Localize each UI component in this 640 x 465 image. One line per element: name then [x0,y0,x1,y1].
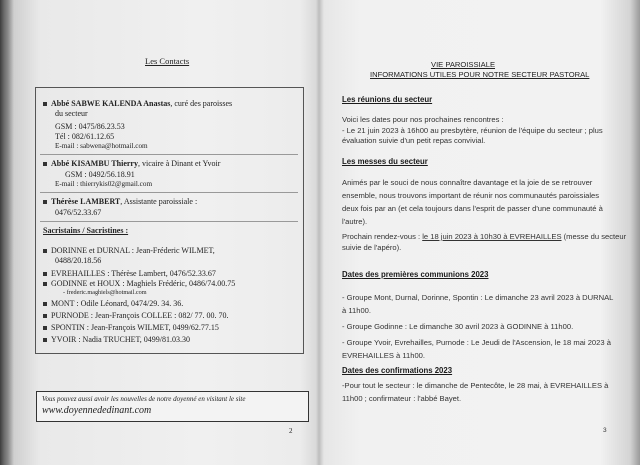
text-line: - Le 21 juin 2023 à 16h00 au presbytère, réunion de l'équipe du secteur ; plus [342,126,603,135]
contact-lambert [43,197,197,206]
page-number: 2 [289,427,293,435]
text-line: - Groupe Yvoir, Evrehailles, Purnode : Le Jeudi de l'Ascension, le 18 mai 2023 à [342,338,611,347]
divider [40,221,298,222]
bullet-icon [43,102,47,106]
messes-title: Les messes du secteur [342,157,428,166]
bullet-icon [43,314,47,318]
left-page [10,0,315,465]
sacristain-item: EVREHAILLES : Thérèse Lambert, 0476/52.33.67 [43,269,216,278]
website-text: Vous pouvez aussi avoir les nouvelles de notre doyenné en visitant le site [42,395,246,403]
contact-role-cont: du secteur [55,109,88,118]
section-subheading: INFORMATIONS UTILES POUR NOTRE SECTEUR PASTORAL [370,70,590,79]
text-line: Voici les dates pour nos prochaines rencontres : [342,115,504,124]
text-line: à 11h00. [342,306,371,315]
divider [40,154,298,155]
text-line: 11h00 ; confirmateur : l'abbé Bayet. [342,394,462,403]
reunions-title: Les réunions du secteur [342,95,433,104]
contact-gsm: GSM : 0492/56.18.91 [65,170,135,179]
contact-email[interactable]: E-mail : thierrykis02@gmail.com [55,180,153,188]
rendezvous-line: Prochain rendez-vous : le 18 juin 2023 à 10h30 à EVREHAILLES (messe du secteur [342,232,627,241]
contact-sabwe [43,99,232,108]
website-link[interactable]: www.doyennededinant.com [42,405,152,416]
bullet-icon [43,302,47,306]
text-line: - Groupe Mont, Durnal, Dorinne, Spontin : Le dimanche 23 avril 2023 à DURNAL [342,293,614,302]
text-line: deux fois par an (et cela toujours dans l'esprit de passer d'une communauté à [342,204,603,213]
bullet-icon [43,162,47,166]
contact-name: Abbé SABWE KALENDA Anastas [51,99,171,108]
text-line: évaluation suivie d'un petit repas convivial. [342,136,486,145]
right-page [322,0,632,465]
sacristain-item: GODINNE et HOUX : Maghiels Frédéric, 0486/74.00.75 [43,279,235,288]
divider [40,192,298,193]
text-line: EVREHAILLES à 11h00. [342,351,426,360]
bullet-icon [43,326,47,330]
contact-role: , curé des paroisses [170,99,233,108]
contact-gsm: GSM : 0475/86.23.53 [55,122,125,131]
section-heading: VIE PAROISSIALE [431,60,496,69]
sacristain-phone: 0488/20.18.56 [55,256,102,265]
contacts-title: Les Contacts [145,56,190,66]
bullet-icon [43,272,47,276]
contact-role: , Assistante paroissiale : [120,197,198,206]
text-line: -Pour tout le secteur : le dimanche de Pentecôte, le 28 mai, à EVREHAILLES à [342,381,609,390]
sacristain-item: SPONTIN : Jean-François WILMET, 0499/62.77.15 [43,323,219,332]
communions-title: Dates des premières communions 2023 [342,270,489,279]
text-line: Animés par le souci de nous connaître davantage et la joie de se retrouver [342,178,593,187]
sacristains-title: Sacristains / Sacristines : [43,226,129,235]
contact-name: Abbé KISAMBU Thierry [51,159,138,168]
sacristain-item: DORINNE et DURNAL : Jean-Fréderic WILMET, [43,246,215,255]
sacristain-email[interactable]: - frederic.maghiels@hotmail.com [63,289,147,296]
bullet-icon [43,338,47,342]
bullet-icon [43,200,47,204]
sacristain-item: PURNODE : Jean-François COLLEE : 082/ 77. 00. 70. [43,311,229,320]
website-box [36,391,309,422]
rendezvous-date: le 18 juin 2023 à 10h30 à EVREHAILLES [422,232,562,241]
contact-kisambu [43,159,220,168]
sacristain-item: YVOIR : Nadia TRUCHET, 0499/81.03.30 [43,335,190,344]
contact-role: , vicaire à Dinant et Yvoir [137,159,221,168]
text-line: - Groupe Godinne : Le dimanche 30 avril 2023 à GODINNE à 11h00. [342,322,574,331]
contact-email[interactable]: E-mail : sabwena@hotmail.com [55,142,148,150]
text-line: l'autre). [342,217,368,226]
confirmations-title: Dates des confirmations 2023 [342,366,453,375]
contact-tel: Tél : 082/61.12.65 [55,132,115,141]
contact-name: Thérèse LAMBERT [51,197,121,206]
text-line: ensemble, nous trouvons important de réunir nos communautés paroissiales [342,191,600,200]
contact-phone: 0476/52.33.67 [55,208,102,217]
page-number: 3 [603,427,607,434]
sacristain-item: MONT : Odile Léonard, 0474/29. 34. 36. [43,299,183,308]
bullet-icon [43,249,47,253]
text-line: suivie de l'apéro). [342,243,402,252]
bullet-icon [43,282,47,286]
